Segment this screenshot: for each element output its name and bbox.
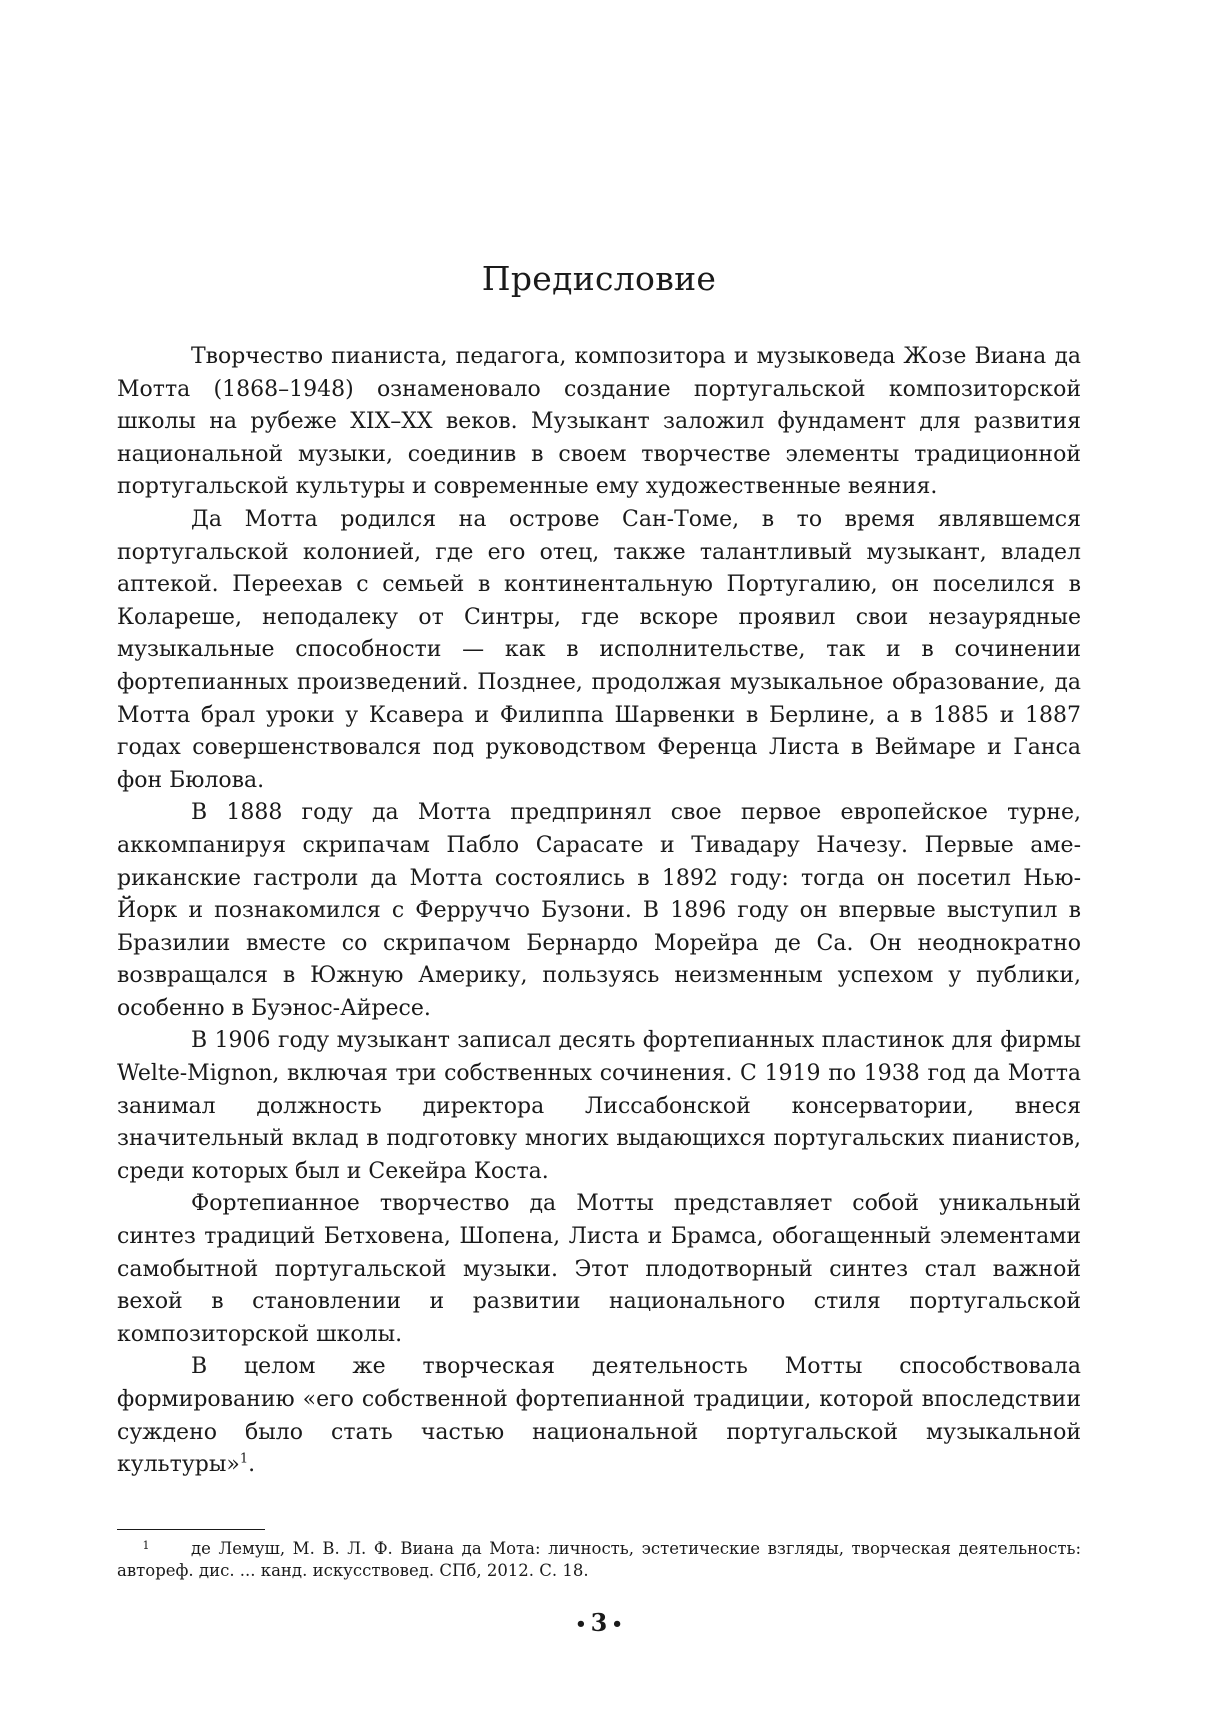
paragraph: В 1906 году музыкант записал десять фортепианных пластинок для фирмы Welte-Mignon, включая три собственных сочинения. С 1919 по 1938 год да Мотта занимал должность директора Лиссабонской консерватории, внеся значительный вклад в подготовку многих выдающихся португальских пианистов, среди которых был и Секейра Коста. [117,1028,1081,1184]
paragraph: Фортепианное творчество да Мотты представляет собой уникальный синтез традиций Бетховена, Шопена, Листа и Брамса, обогащенный элементами самобытной португальской музыки. Этот плодотворный синтез стал важной вехой в становлении и развитии национального стиля португальской композиторской школы. [117,1191,1081,1347]
page-number-dot-left: • [575,1613,587,1635]
page-number [117,1608,1081,1637]
paragraph-text: В целом же творческая деятельность Мотты способствовала формированию «его собственной фортепианной традиции, которой впоследствии суждено было стать частью национальной португальской музыкальной культуры» [117,1354,1081,1478]
page-number-dot-right: • [611,1613,623,1635]
paragraph: В 1888 году да Мотта предпринял свое первое европейское турне, аккомпанируя скрипачам Пабло Сарасате и Тивадару Начезу. Первые американские гастроли да Мотта состоялись в 1892 году: тогда он посетил Нью-Йорк и познакомился с Ферруччо Бузони. В 1896 году он впервые выступил в Бразилии вместе со скрипачом Бернардо Морейра де Са. Он неоднократно возвращался в Южную Америку, пользуясь неизменным успехом у публики, особенно в Буэнос-Айресе. [117,800,1081,1021]
footnote-reference[interactable]: 1 [239,1451,249,1467]
page [117,0,1081,1713]
paragraph-end: . [248,1452,256,1478]
paragraph-last [117,1351,1081,1481]
page-title: Предисловие [481,259,717,298]
footnote-mark: 1 [142,1539,150,1552]
footnote-divider [117,1529,265,1530]
paragraph: Да Мотта родился на острове Сан-Томе, в то время являвшемся португальской колонией, где его отец, также талантливый музыкант, владел аптекой. Переехав с семьей в континентальную Португалию, он поселился в Колареше, неподалеку от Синтры, где вскоре проявил свои незаурядные музыкальные способности — как в исполнительстве, так и в сочинении фортепианных произведений. Позднее, продолжая музыкальное образование, да Мотта брал уроки у Ксавера и Филиппа Шарвенки в Берлине, а в 1885 и 1887 годах совершенствовался под руководством Ференца Листа в Веймаре и Ганса фон Бюлова. [117,506,1081,793]
body-text [117,341,1081,1482]
footnote [117,1538,1081,1582]
footnote-text: де Лемуш, М. В. Л. Ф. Виана да Мота: личность, эстетические взгляды, творческая деятельность: автореф. дис. ... канд. искусствовед. СПб, 2012. С. 18. [117,1539,1081,1580]
page-number-value: 3 [590,1608,608,1637]
paragraph: Творчество пианиста, педагога, композитора и музыковеда Жозе Виана да Мотта (1868–1948) ознаменовало создание португальской композиторской школы на рубеже XIX–XX веков. Музыкант заложил фундамент для развития национальной музыки, соединив в своем творчестве элементы традиционной португальской культуры и современные ему художественные веяния. [117,344,1081,500]
